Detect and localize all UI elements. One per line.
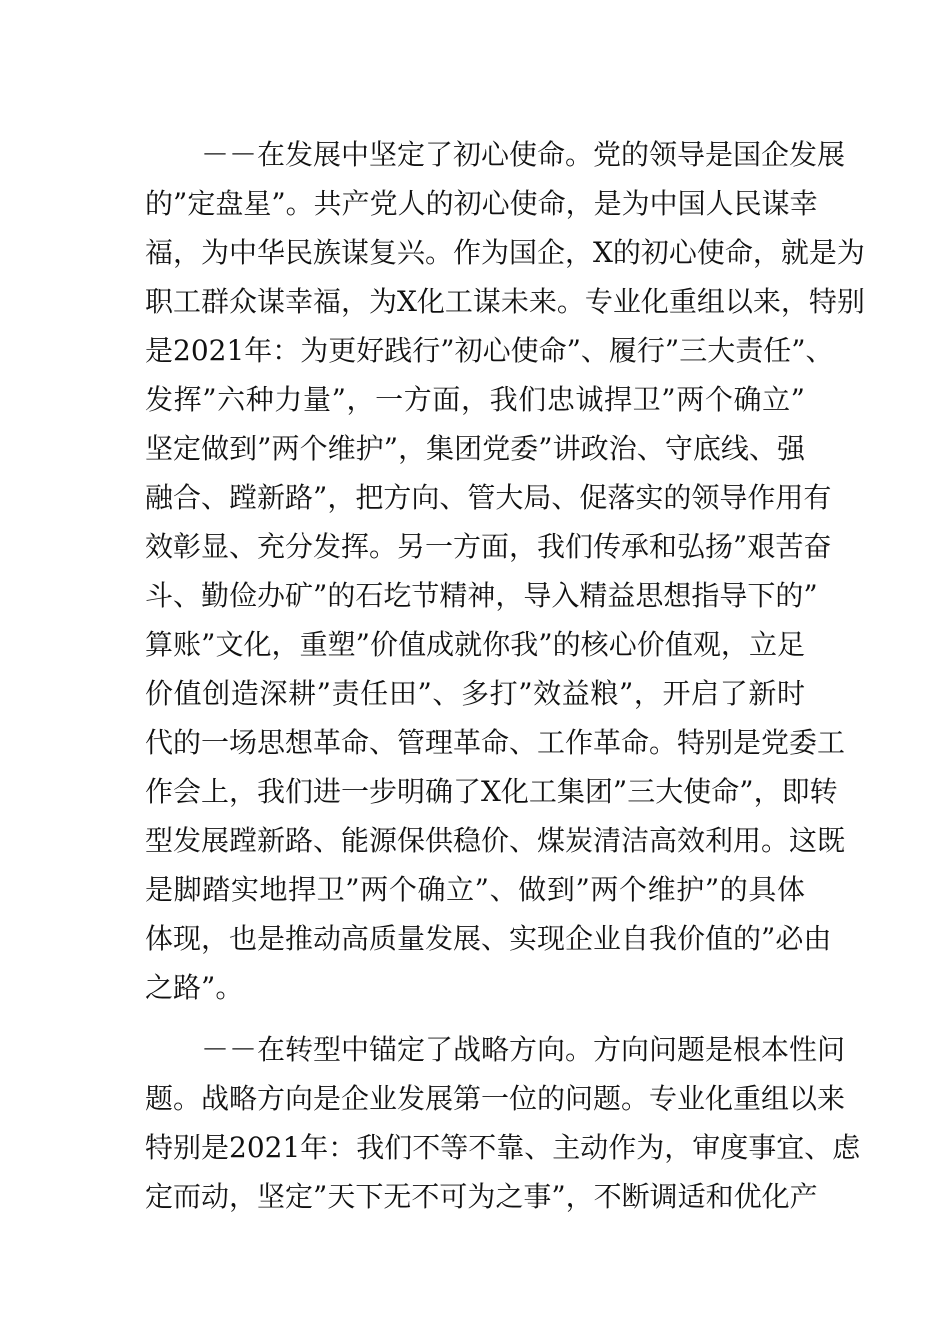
text-line: 定而动，坚定”天下无不可为之事”，不断调适和优化产 [145,1180,818,1213]
text-line: 坚定做到”两个维护”，集团党委”讲政治、守底线、强 [145,432,805,465]
text-line: －－在发展中坚定了初心使命。党的领导是国企发展 [201,138,846,171]
text-line: 效彰显、充分发挥。另一方面，我们传承和弘扬”艰苦奋 [145,530,832,563]
text-line: 是2021年：为更好践行”初心使命”、履行”三大责任”、 [145,334,834,367]
paragraph [145,1029,861,1225]
text-line: 代的一场思想革命、管理革命、工作革命。特别是党委工 [145,726,846,759]
text-line: 型发展蹚新路、能源保供稳价、煤炭清洁高效利用。这既 [145,824,846,857]
text-line: 之路”。 [145,971,244,1004]
paragraph [145,134,865,1016]
text-line: 是脚踏实地捍卫”两个确立”、做到”两个维护”的具体 [145,873,805,906]
text-line: 作会上，我们进一步明确了X化工集团”三大使命”，即转 [145,775,838,808]
text-line: 福，为中华民族谋复兴。作为国企，X的初心使命，就是为 [145,236,865,269]
text-line: 斗、勤俭办矿”的石圪节精神，导入精益思想指导下的” [145,579,818,612]
text-line: 职工群众谋幸福，为X化工谋未来。专业化重组以来，特别 [145,285,865,318]
text-line: 体现，也是推动高质量发展、实现企业自我价值的”必由 [145,922,832,955]
document-page [145,134,865,1225]
text-line: 发挥”六种力量”，一方面，我们忠诚捍卫”两个确立” [145,383,805,416]
text-line: 融合、蹚新路”，把方向、管大局、促落实的领导作用有 [145,481,832,514]
text-line: 算账”文化，重塑”价值成就你我”的核心价值观，立足 [145,628,805,661]
text-line: 题。战略方向是企业发展第一位的问题。专业化重组以来 [145,1082,846,1115]
text-line: 特别是2021年：我们不等不靠、主动作为，审度事宜、虑 [145,1131,861,1164]
text-line: －－在转型中锚定了战略方向。方向问题是根本性问 [201,1033,846,1066]
text-line: 价值创造深耕”责任田”、多打”效益粮”，开启了新时 [145,677,805,710]
text-line: 的”定盘星”。共产党人的初心使命，是为中国人民谋幸 [145,187,818,220]
